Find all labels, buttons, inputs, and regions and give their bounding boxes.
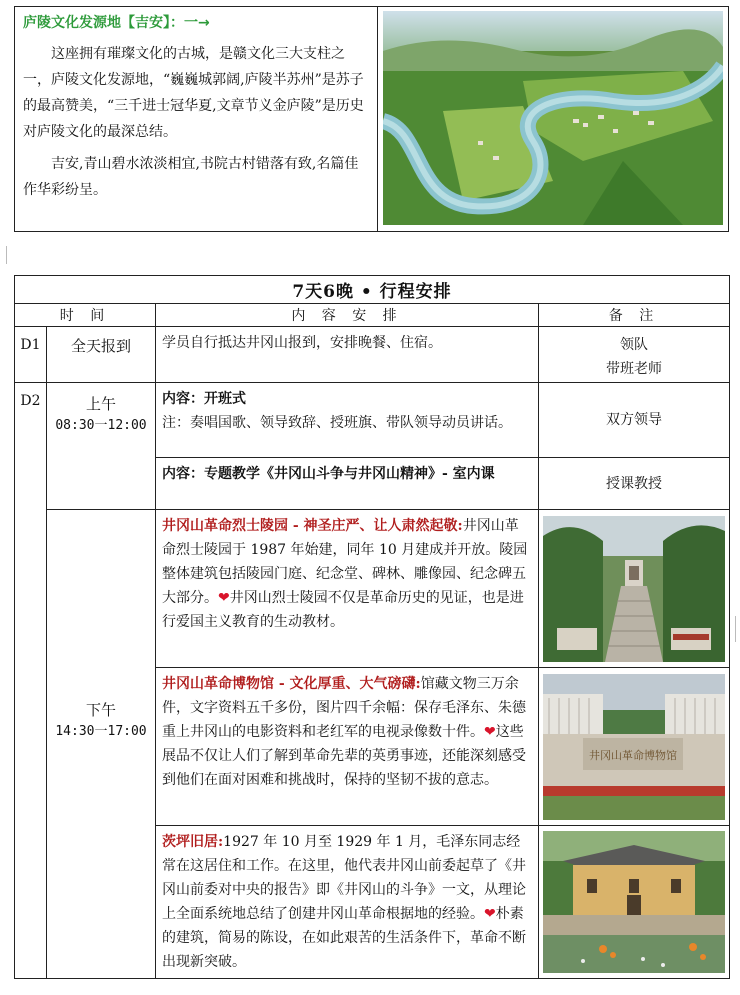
intro-section bbox=[14, 6, 729, 232]
d2-opening-detail: 注：奏唱国歌、领导致辞、授班旗、带队领导动员讲话。 bbox=[162, 415, 512, 431]
d2-opening-title: 内容：开班式 bbox=[162, 391, 246, 407]
d2-item2-body: 馆藏文物三万余件，文字资料五千多份，图片四千余幅：保存毛泽东、朱德重上井冈山的电影资料和老红军的电视录像数十件。 bbox=[162, 676, 526, 740]
header-time: 时 间 bbox=[15, 304, 156, 327]
d2-lecture-content: 内容：专题教学《井冈山斗争与井冈山精神》- 室内课 bbox=[156, 458, 539, 510]
intro-paragraph-2: 吉安,青山碧水浓淡相宜,书院古村错落有致,名篇佳作华彩纷呈。 bbox=[23, 156, 359, 198]
ciping-residence-photo bbox=[543, 831, 725, 973]
intro-text bbox=[15, 7, 378, 231]
d2-item1-title: 井冈山革命烈士陵园 - 神圣庄严、让人肃然起敬: bbox=[162, 518, 463, 534]
d2-opening-note: 双方领导 bbox=[539, 383, 730, 458]
d1-time: 全天报到 bbox=[70, 337, 131, 355]
intro-paragraph-1: 这座拥有璀璨文化的古城，是赣文化三大支柱之一，庐陵文化发源地，“巍巍城郭阔,庐陵半苏州”是苏子的最高赞美，“三千进士冠华夏,文章节义金庐陵”是历史对庐陵文化的最深总结。 bbox=[23, 46, 364, 140]
d2-item1-photo-cell bbox=[539, 510, 730, 668]
d2-item2-tail: 这些展品不仅让人们了解到革命先辈的英勇事迹，还能深刻感受到他们在面对困难和挑战时，保持的坚韧不拔的意志。 bbox=[162, 724, 526, 788]
d1-time-cell bbox=[47, 327, 156, 383]
d2-item3-title: 茨坪旧居: bbox=[162, 834, 224, 850]
d2-item3-tail: 朴素的建筑，简易的陈设，在如此艰苦的生活条件下，革命不断出现新突破。 bbox=[162, 906, 526, 970]
header-content: 内 容 安 排 bbox=[156, 304, 539, 327]
page-edge-marker bbox=[0, 246, 7, 264]
d1-note-line1: 领队 bbox=[620, 337, 648, 353]
martyrs-cemetery-photo bbox=[543, 516, 725, 662]
d2-item1-tail: 井冈山烈士陵园不仅是革命历史的见证，也是进行爱国主义教育的生动教材。 bbox=[162, 590, 524, 630]
d2-opening-content bbox=[156, 383, 539, 458]
d2-lecture-note: 授课教授 bbox=[539, 458, 730, 510]
d2-afternoon-cell bbox=[47, 510, 156, 979]
d2-morning-label: 上午 bbox=[85, 395, 116, 413]
day-label-d1: D1 bbox=[15, 327, 47, 383]
d2-morning-time: 08:30一12:00 bbox=[55, 418, 147, 433]
d2-morning-cell bbox=[47, 383, 156, 510]
d1-content: 学员自行抵达井冈山报到，安排晚餐、住宿。 bbox=[156, 327, 539, 383]
museum-sign-text: 井冈山革命博物馆 bbox=[589, 748, 677, 762]
ji-an-river-photo bbox=[383, 11, 723, 225]
d1-note bbox=[539, 327, 730, 383]
d2-item2-title: 井冈山革命博物馆 - 文化厚重、大气磅礴: bbox=[162, 676, 421, 692]
d2-item2-photo-cell bbox=[539, 668, 730, 826]
revolution-museum-photo bbox=[543, 674, 725, 820]
heart-icon: ❤ bbox=[484, 724, 496, 740]
heart-icon: ❤ bbox=[218, 590, 230, 606]
page-edge-marker-right bbox=[735, 616, 740, 642]
d2-afternoon-label: 下午 bbox=[85, 701, 116, 719]
heart-icon: ❤ bbox=[484, 906, 496, 922]
schedule-table bbox=[14, 275, 730, 979]
d1-note-line2: 带班老师 bbox=[606, 361, 662, 377]
d2-item2-content bbox=[156, 668, 539, 826]
d2-item1-content bbox=[156, 510, 539, 668]
day-label-d2: D2 bbox=[15, 383, 47, 979]
d2-afternoon-time: 14:30一17:00 bbox=[55, 724, 147, 739]
d2-item3-body: 1927 年 10 月至 1929 年 1 月，毛泽东同志经常在这居住和工作。在这里，他代表井冈山前委起草了《井冈山前委对中央的报告》即《井冈山的斗争》一文，从理论上全面系统地总结了创建井冈山革命根据地的经验。 bbox=[162, 834, 526, 922]
schedule-title: 7天6晚 • 行程安排 bbox=[15, 276, 730, 304]
d2-item3-photo-cell bbox=[539, 826, 730, 979]
intro-heading: 庐陵文化发源地【吉安】：一→ bbox=[23, 15, 210, 31]
d2-item3-content bbox=[156, 826, 539, 979]
d2-item1-body: 井冈山革命烈士陵园于 1987 年始建，同年 10 月建成并开放。陵园整体建筑包括陵园门庭、纪念堂、碑林、雕像园、纪念碑五大部分。 bbox=[162, 518, 528, 606]
header-note: 备 注 bbox=[539, 304, 730, 327]
